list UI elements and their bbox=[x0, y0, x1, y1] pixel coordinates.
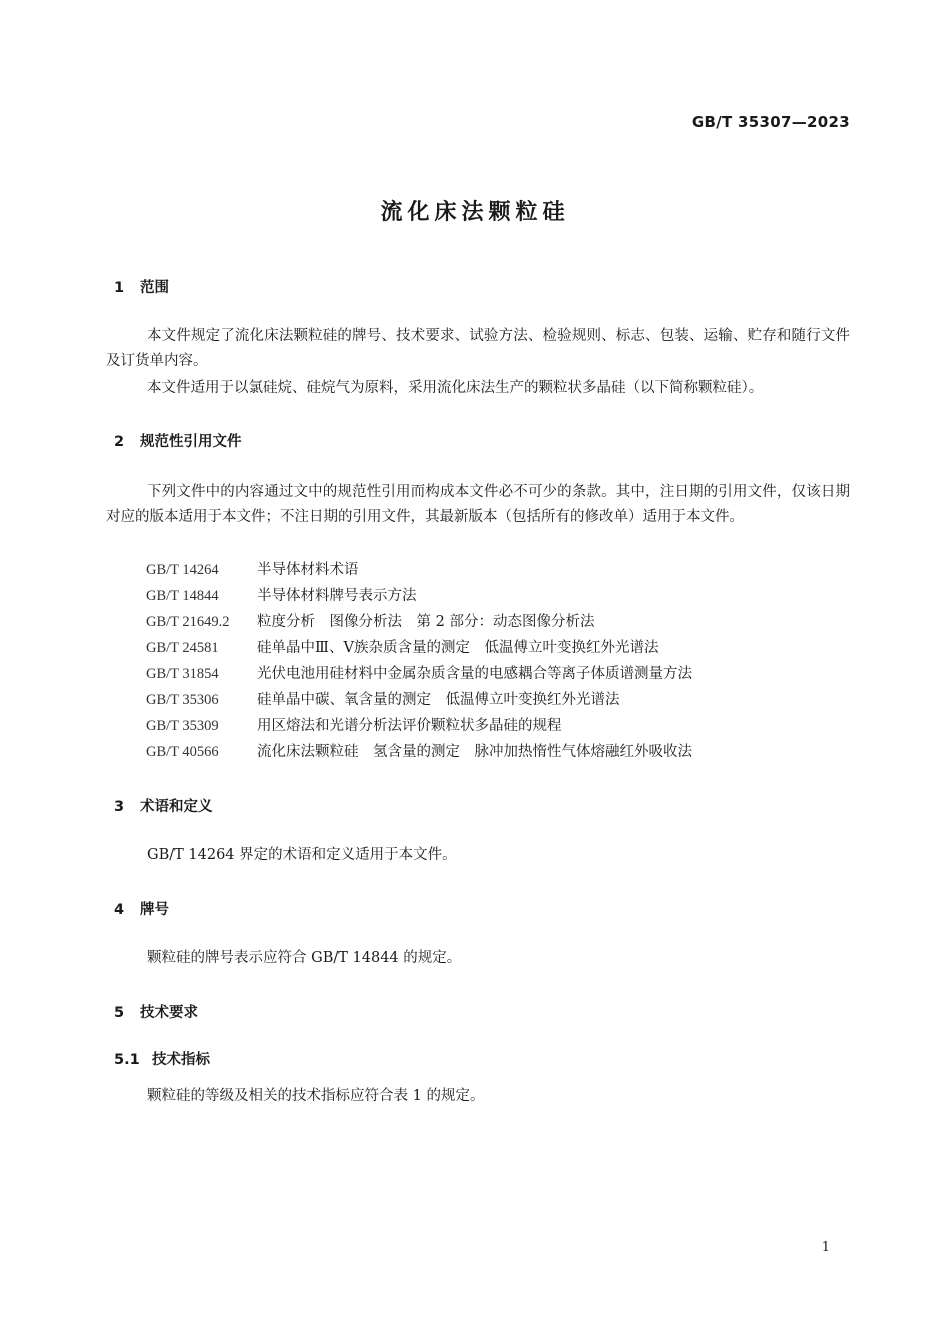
reference-code: GB/T 40566 bbox=[146, 744, 219, 760]
reference-title: 用区熔法和光谱分析法评价颗粒状多晶硅的规程 bbox=[257, 718, 562, 734]
reference-title: 硅单晶中Ⅲ、Ⅴ族杂质含量的测定 低温傅立叶变换红外光谱法 bbox=[257, 640, 659, 656]
reference-item bbox=[146, 584, 417, 605]
reference-title: 硅单晶中碳、氧含量的测定 低温傅立叶变换红外光谱法 bbox=[257, 692, 620, 708]
standard-number: GB/T 35307—2023 bbox=[691, 113, 850, 131]
indicators-paragraph: 颗粒硅的等级及相关的技术指标应符合表 1 的规定。 bbox=[147, 1088, 485, 1104]
reference-title: 粒度分析 图像分析法 第 2 部分：动态图像分析法 bbox=[257, 614, 595, 630]
section-1-heading bbox=[114, 276, 169, 297]
reference-code: GB/T 35306 bbox=[146, 692, 219, 708]
section-number: 4 bbox=[114, 902, 125, 918]
reference-code: GB/T 14264 bbox=[146, 562, 219, 578]
reference-item bbox=[146, 636, 658, 657]
section-title: 范围 bbox=[140, 280, 169, 296]
section-number: 5.1 bbox=[114, 1052, 140, 1068]
section-number: 2 bbox=[114, 434, 125, 450]
section-title: 术语和定义 bbox=[140, 799, 213, 815]
reference-code: GB/T 24581 bbox=[146, 640, 219, 656]
section-title: 牌号 bbox=[140, 902, 169, 918]
scope-paragraph-2: 本文件适用于以氯硅烷、硅烷气为原料，采用流化床法生产的颗粒状多晶硅（以下简称颗粒硅）。 bbox=[147, 380, 764, 396]
section-5-1-heading bbox=[114, 1048, 210, 1069]
section-3-heading bbox=[114, 795, 213, 816]
reference-item bbox=[146, 610, 594, 631]
reference-code: GB/T 31854 bbox=[146, 666, 219, 682]
reference-code: GB/T 14844 bbox=[146, 588, 219, 604]
section-number: 1 bbox=[114, 280, 125, 296]
reference-code: GB/T 21649.2 bbox=[146, 614, 230, 630]
reference-title: 光伏电池用硅材料中金属杂质含量的电感耦合等离子体质谱测量方法 bbox=[257, 666, 692, 682]
scope-paragraph-1: 本文件规定了流化床法颗粒硅的牌号、技术要求、试验方法、检验规则、标志、包装、运输、贮存和随行文件及订货单内容。 bbox=[106, 328, 850, 369]
reference-item bbox=[146, 558, 359, 579]
section-title: 规范性引用文件 bbox=[140, 434, 242, 450]
page-number: 1 bbox=[821, 1240, 830, 1255]
reference-item bbox=[146, 714, 562, 735]
reference-item bbox=[146, 662, 692, 683]
terms-paragraph: GB/T 14264 界定的术语和定义适用于本文件。 bbox=[147, 847, 457, 863]
section-2-heading bbox=[114, 430, 242, 451]
section-number: 3 bbox=[114, 799, 125, 815]
reference-title: 半导体材料牌号表示方法 bbox=[257, 588, 417, 604]
section-number: 5 bbox=[114, 1005, 125, 1021]
grade-paragraph: 颗粒硅的牌号表示应符合 GB/T 14844 的规定。 bbox=[147, 950, 462, 966]
section-5-heading bbox=[114, 1001, 198, 1022]
reference-item bbox=[146, 688, 620, 709]
section-4-heading bbox=[114, 898, 169, 919]
section-title: 技术要求 bbox=[140, 1005, 198, 1021]
section-title: 技术指标 bbox=[152, 1052, 210, 1068]
document-title: 流化床法颗粒硅 bbox=[380, 200, 570, 225]
reference-title: 半导体材料术语 bbox=[257, 562, 359, 578]
reference-title: 流化床法颗粒硅 氢含量的测定 脉冲加热惰性气体熔融红外吸收法 bbox=[257, 744, 692, 760]
references-intro: 下列文件中的内容通过文中的规范性引用而构成本文件必不可少的条款。其中，注日期的引用文件，仅该日期对应的版本适用于本文件；不注日期的引用文件，其最新版本（包括所有的修改单）适用于本文件。 bbox=[106, 484, 850, 525]
reference-item bbox=[146, 740, 692, 761]
reference-code: GB/T 35309 bbox=[146, 718, 219, 734]
